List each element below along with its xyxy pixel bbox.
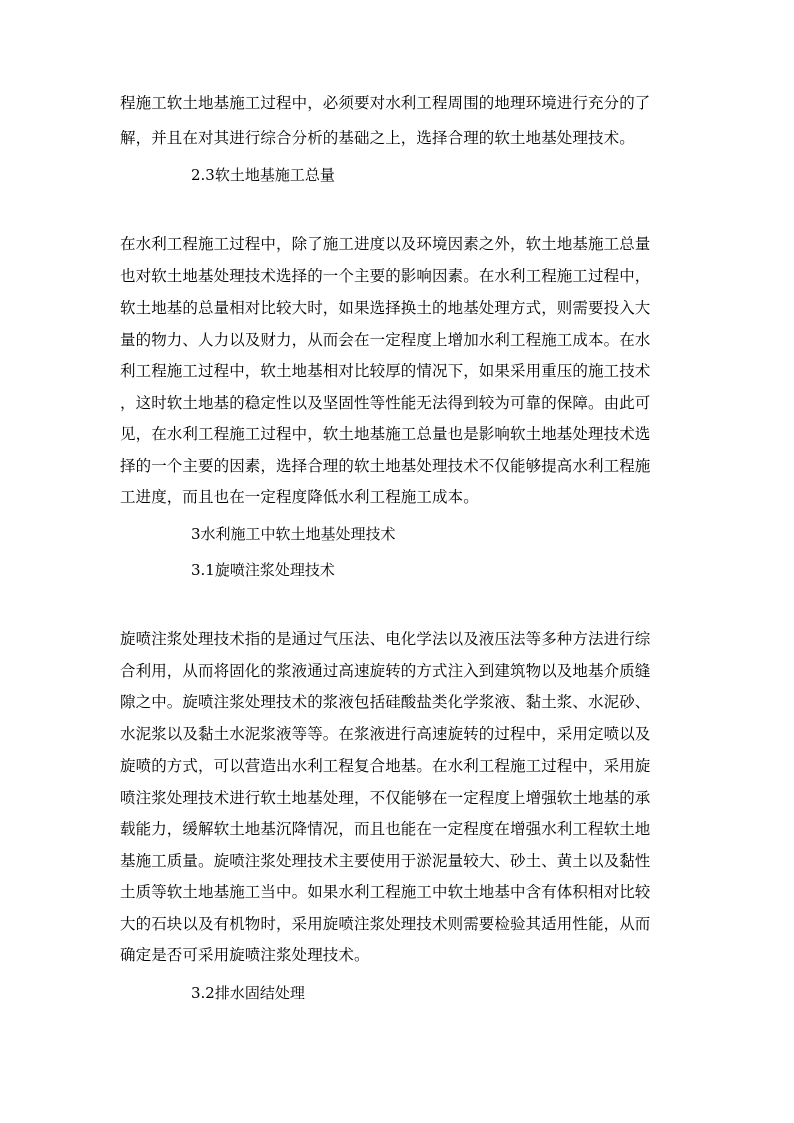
text-line: 程施工软土地基施工过程中，必须要对水利工程周围的地理环境进行充分的了 [120, 94, 651, 112]
text-line: 旋喷的方式，可以营造出水利工程复合地基。在水利工程施工过程中，采用旋 [120, 757, 651, 775]
text-line: 大的石块以及有机物时，采用旋喷注浆处理技术则需要检验其适用性能，从而 [120, 915, 651, 933]
section-heading-3: 3水利施工中软土地基处理技术 [191, 525, 396, 543]
text-line: 软土地基的总量相对比较大时，如果选择换土的地基处理方式，则需要投入大 [120, 299, 651, 317]
text-line: 载能力，缓解软土地基沉降情况，而且也能在一定程度在增强水利工程软土地 [120, 820, 651, 838]
section-heading-2-3: 2.3软土地基施工总量 [191, 166, 335, 184]
section-heading-3-2: 3.2排水固结处理 [191, 984, 305, 1002]
text-line: 工进度，而且也在一定程度降低水利工程施工成本。 [120, 488, 479, 506]
text-line: 在水利工程施工过程中，除了施工进度以及环境因素之外，软土地基施工总量 [120, 235, 651, 253]
text-line: 见，在水利工程施工过程中，软土地基施工总量也是影响软土地基处理技术选 [120, 425, 651, 443]
text-line: 利工程施工过程中，软土地基相对比较厚的情况下，如果采用重压的施工技术 [120, 362, 651, 380]
text-line: 水泥浆以及黏土水泥浆液等等。在浆液进行高速旋转的过程中，采用定喷以及 [120, 725, 651, 743]
text-line: 喷注浆处理技术进行软土地基处理，不仅能够在一定程度上增强软土地基的承 [120, 789, 651, 807]
text-line: 隙之中。旋喷注浆处理技术的浆液包括硅酸盐类化学浆液、黏土浆、水泥砂、 [120, 693, 651, 711]
text-line: 量的物力、人力以及财力，从而会在一定程度上增加水利工程施工成本。在水 [120, 331, 651, 349]
section-heading-3-1: 3.1旋喷注浆处理技术 [191, 561, 335, 579]
text-line: 合利用，从而将固化的浆液通过高速旋转的方式注入到建筑物以及地基介质缝 [120, 662, 651, 680]
text-line: 择的一个主要的因素，选择合理的软土地基处理技术不仅能够提高水利工程施 [120, 457, 651, 475]
text-line: 也对软土地基处理技术选择的一个主要的影响因素。在水利工程施工过程中， [120, 267, 651, 285]
text-line: 解，并且在对其进行综合分析的基础之上，选择合理的软土地基处理技术。 [120, 129, 635, 147]
text-line: 旋喷注浆处理技术指的是通过气压法、电化学法以及液压法等多种方法进行综 [120, 630, 651, 648]
text-line: 基施工质量。旋喷注浆处理技术主要使用于淤泥量较大、砂土、黄土以及黏性 [120, 852, 651, 870]
text-line: 土质等软土地基施工当中。如果水利工程施工中软土地基中含有体积相对比较 [120, 883, 651, 901]
text-line: 确定是否可采用旋喷注浆处理技术。 [120, 946, 370, 964]
text-line: ，这时软土地基的稳定性以及坚固性等性能无法得到较为可靠的保障。由此可 [120, 394, 651, 412]
